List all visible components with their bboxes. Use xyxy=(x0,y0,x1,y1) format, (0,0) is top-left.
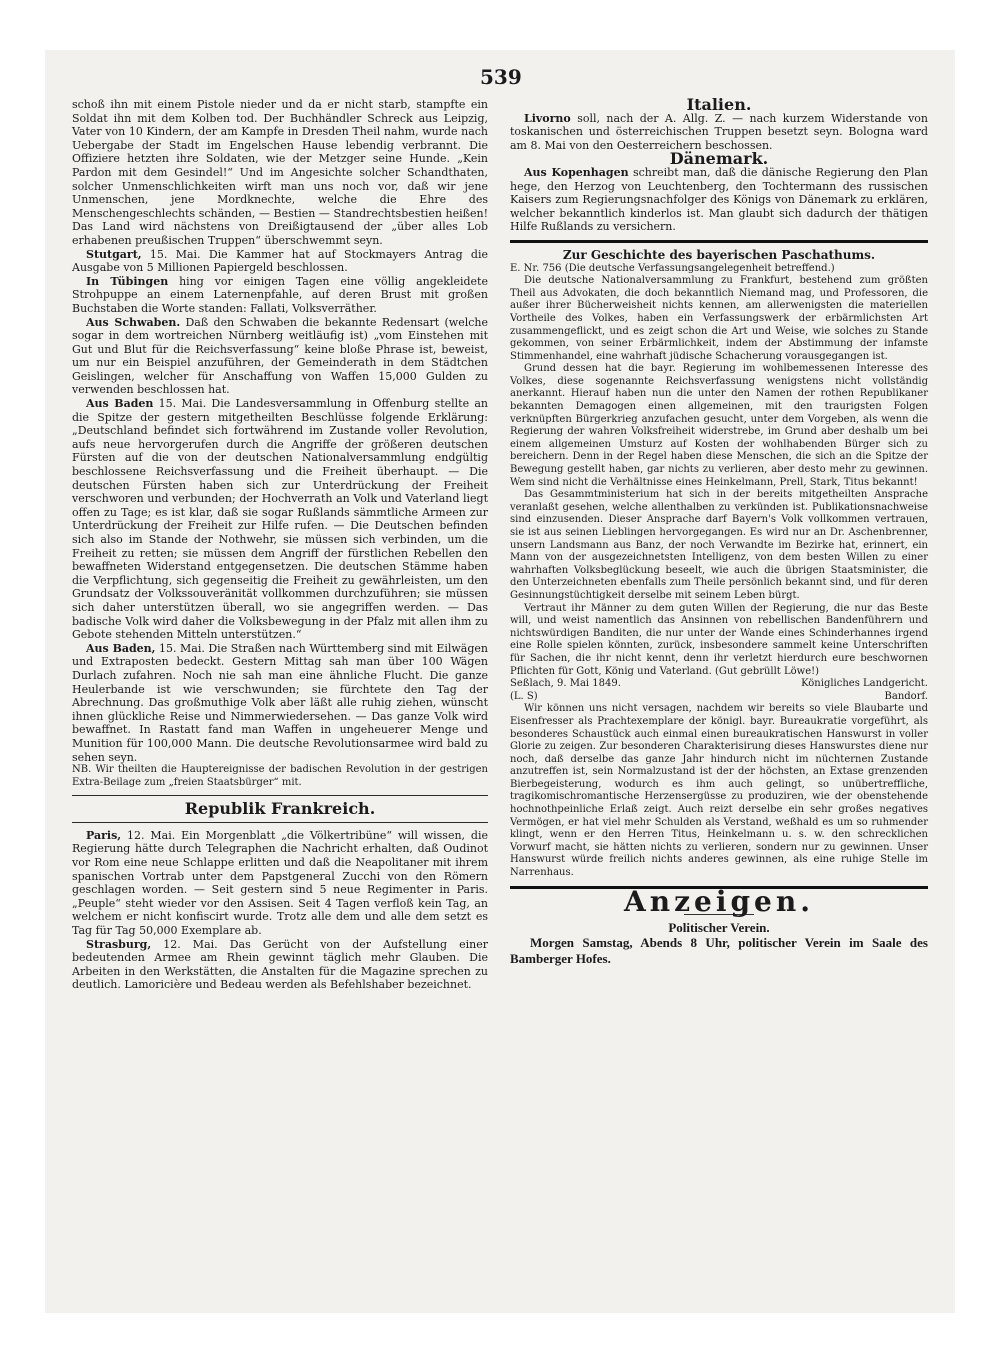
news-strasburg xyxy=(72,938,488,992)
decree-paragraph: Grund dessen hat die bayr. Regierung im wohlbemessenen Interesse des Volkes, diese sogenannte Reichsverfassung wenigstens nicht vollständig anerkannt. Hierauf haben nun die unter den Namen der rothen Republikaner bekannten Demagogen einen allgemeinen, mit den traurigsten Folgen verknüpften Bürgerkrieg anzufachen gesucht, unter dem Vorgeben, als wenn die Regierung der wahren Volksfreiheit widerstrebe, im Grund aber deshalb um bei einem allgemeinen Umsturz auf Kosten der wohlhabenden Bürger sich zu bereichern. Denn in der Regel haben diese Menschen, die sich an die Spitze der Bewegung gestellt haben, gar nichts zu verlieren, aber desto mehr zu gewinnen. Wem sind nicht die Verhältnisse eines Heinkelmann, Prell, Stark, Titus bekannt! xyxy=(510,363,928,488)
dateline: Livorno xyxy=(524,111,571,125)
news-kopenhagen xyxy=(510,166,928,234)
heading-paschathum: Zur Geschichte des bayerischen Paschathums. xyxy=(562,247,876,262)
dateline: Aus Baden xyxy=(86,397,154,411)
ad-text: Morgen Samstag, Abends 8 Uhr, politischer Verein im Saale des Bamberger Hofes. xyxy=(510,934,928,966)
news-baden-2 xyxy=(72,642,488,764)
divider xyxy=(72,822,488,823)
commentary: Wir können uns nicht versagen, nachdem wir bereits so viele Blaubarte und Eisenfresser als Prachtexemplare der königl. bayr. Bureaukratie vorgeführt, als besonderes Schaustück auch einmal einen bureaukratischen Hanswurst in voller Glorie zu zeigen. Zur besonderen Charakterisirung dieses Hanswurstes diene nur noch, daß derselbe das ganze Jahr hindurch nicht im nüchternen Zustande anzutreffen ist, sein Normalzustand ist der der höchsten, an Extase grenzenden Bierbegeisterung, wodurch es ihm auch gelingt, so unübertreffliche, tragikomischromantische Herzensergüsse zu produziren, wie der obenstehende hochnothpeinliche Erlaß zeigt. Auch reizt derselbe ein sehr großes negatives Vermögen, er hat viel mehr Schulden als Verstand, weßhald es um so ruhmender klingt, wenn er den Herren Titus, Heinkelmann u. s. w. den schrecklichen Vorwurf macht, sie hätten nichts zu verlieren, sondern nur zu gewinnen. Unser Hanswurst würde freilich nichts anderes gewinnen, als eine ruhige Stelle im Narrenhaus. xyxy=(510,703,928,879)
decree-paragraph: Vertraut ihr Männer zu dem guten Willen der Regierung, die nur das Beste will, und weist namentlich das Ansinnen von rebellischen Bandenführern und nichtswürdigen Banditen, die nur unter der Wande eines Schinderhannes irgend eine Rolle spielen könnten, zurück, insbesondere sammelt keine Unterschriften für Sachen, die ihr nicht kennt, denn ihr verletzt hierdurch eure beschwornen Pflichten für Gott, König und Vaterland. (Gut gebrüllt Löwe!) xyxy=(510,602,928,677)
news-text: 15. Mai. Die Kammer hat auf Stockmayers Antrag die Ausgabe von 5 Millionen Papiergeld beschlossen. xyxy=(72,247,488,275)
heading-frankreich: Republik Frankreich. xyxy=(184,799,376,819)
heading-anzeigen: Anzeigen. xyxy=(624,884,814,918)
dateline: Stutgart, xyxy=(86,247,142,261)
decree-text xyxy=(510,263,928,704)
ad-title: Politischer Verein. xyxy=(668,920,770,936)
decree-number: E. Nr. 756 (Die deutsche Verfassungsangelegenheit betreffend.) xyxy=(510,262,835,274)
news-text: Daß den Schwaben die bekannte Redensart (welche sogar in dem wortreichen Nürnberg weitläufig ist) „vom Einstehen mit Gut und Blut für die Reichsverfassung“ keine bloße Phrase ist, beweist, um nur ein Beispiel anzuführen, der Gemeinderath in dem Städtchen Geislingen, welcher für Anschaffung von Waffen 15,000 Gulden zu verwenden beschlossen hat. xyxy=(72,315,488,397)
dateline: Aus Schwaben. xyxy=(86,315,181,329)
news-baden-1 xyxy=(72,397,488,642)
news-text: 12. Mai. Ein Morgenblatt „die Völkertribüne“ will wissen, die Regierung hätte durch Telegraphen die Nachricht erhalten, daß Oudinot vor Rom eine neue Schlappe erlitten und daß die Neapolitaner mit ihrem spanischen Vortrab unter dem Papstgeneral Zucchi von den Römern geschlagen worden. — Seit gestern sind 5 neue Regimenter in Paris. „Peuple“ steht wieder vor den Assisen. Seit 4 Tagen verfloß kein Tag, an welchem er nicht konfiscirt wurde. Trotz alle dem und alle dem setzt es Tag für Tag 50,000 Exemplare ab. xyxy=(72,828,488,938)
signature-name: Bandorf. xyxy=(884,690,928,702)
news-tuebingen xyxy=(72,275,488,316)
right-column xyxy=(510,95,929,967)
signature-office: Königliches Landgericht. xyxy=(801,678,928,690)
divider xyxy=(72,795,488,796)
decree-paragraph: Die deutsche Nationalversammlung zu Frankfurt, bestehend zum größten Theil aus Advokaten, die doch bekanntlich Niemand mag, und Professoren, die außer ihrer Bücherweisheit nichts kennen, am allerwenigsten die materiellen Vortheile des Volkes, haben ein Verfassungswerk der erbärmlichsten Art zusammengeflickt, und es zeigt schon die Art und Weise, wie solches zu Stande gekommen, von seiner Erbärmlichkeit, indem der Abstimmung der infamste Stimmenhandel, eine wahrhaft jüdische Schacherung vorausgegangen ist. xyxy=(510,275,928,362)
paragraph-continued: schoß ihn mit einem Pistole nieder und da er nicht starb, stampfte ein Soldat ihn mit dem Kolben tod. Der Buchhändler Schreck aus Leipzig, Vater von 10 Kindern, der am Kampfe in Dresden Theil nahm, wurde nach Uebergabe der Stadt im Engelschen Hause lebendig verbrannt. Die Offiziere hetzten ihre Soldaten, wie der Metzger seine Hunde. „Kein Pardon mit dem Gesindel!“ Und im Angesichte solcher Schandthaten, solcher Unmenschlichkeiten wirft man uns noch vor, daß wir jene Unmenschen, jene Mordknechte, welche die Ehre des Menschengeschlechts schänden, — Bestien — Standrechtsbestien heißen! Das Land wird nächstens von Dreißigtausend der „über alles Lob erhabenen preußischen Truppen“ überschwemmt seyn. xyxy=(72,98,488,247)
news-text: 12. Mai. Das Gerücht von der Aufstellung einer bedeutenden Armee am Rhein gewinnt täglich mehr Glauben. Die Arbeiten in den Werkstätten, die Anstalten für die Magazine sprechen zu deutlich. Lamoricière und Bedeau werden als Befehlshaber bezeichnet. xyxy=(72,937,488,992)
news-paris xyxy=(72,829,488,938)
news-schwaben xyxy=(72,316,488,398)
signature-row xyxy=(510,678,928,691)
signature-place: Seßlach, 9. Mai 1849. xyxy=(510,678,621,690)
news-text: soll, nach der A. Allg. Z. — nach kurzem Widerstande von toskanischen und österreichischen Truppen besetzt seyn. Bologna ward am 8. Mai von den Oesterreichern beschossen. xyxy=(510,111,928,152)
nb-note: NB. Wir theilten die Hauptereignisse der badischen Revolution in der gestrigen Extra-Beilage zum „freien Staatsbürger“ mit. xyxy=(72,764,488,788)
decree-paragraph: Das Gesammtministerium hat sich in der bereits mitgetheilten Ansprache veranlaßt gesehen, welche allenthalben zu verkünden ist. Publikationsnachweise sind einzusenden. Dieser Ansprache darf Bayern's Volk vollkommen vertrauen, sie ist aus seinen Lieblingen hervorgegangen. Es wird nur an Dr. Aschenbrenner, unsern Landsmann aus Banz, der noch Verwandte im Bezirke hat, erinnert, ein Mann von der ausgezeichnetsten Intelligenz, von dem besten Willen zu einer wahrhaften Volksbeglückung beseelt, wie auch die übrigen Staatsminister, die den Unterzeichneten ebenfalls zum Theile persönlich bekannt sind, und für deren Gesinnungstüchtigkeit derselbe mit seinem Leben bürgt. xyxy=(510,489,928,601)
dateline: Paris, xyxy=(86,828,122,842)
divider xyxy=(510,240,928,243)
seal-mark: (L. S) xyxy=(510,690,538,702)
news-text: 15. Mai. Die Straßen nach Württemberg sind mit Eilwägen und Extraposten bedeckt. Gestern Mittag sah man über 100 Wägen Durlach zufahren. Noch nie sah man eine ähnliche Flucht. Die ganze Heulerbande ist wie verschwunden; sie fürchtete den Tag der Abrechnung. Das großmuthige Volk aber läßt alle ruhig ziehen, wünscht ihnen glückliche Reise und Nimmerwiedersehen. — Das ganze Volk wird bewaffnet. In Rastatt fand man Waffen in ungeheuerer Menge und Munition für 100,000 Mann. Die deutsche Revolutionsarmee wird bald zu sehen seyn. xyxy=(72,641,489,764)
news-text: 15. Mai. Die Landesversammlung in Offenburg stellte an die Spitze der gestern mitgetheilten Beschlüsse folgende Erklärung: „Deutschland befindet sich fortwährend im Zustande voller Revolution, aufs neue hervorgerufen durch die Angriffe der größeren deutschen Fürsten auf die von der deutschen Nationalversammlung endgültig beschlossene Reichsverfassung und die Freiheit überhaupt. — Die deutschen Fürsten haben sich zur Unterdrückung der Freiheit verschworen und verbunden; der Hochverrath an Volk und Vaterland liegt offen zu Tage; es ist klar, daß sie sogar Rußlands sämmtliche Armeen zur Unterdrückung der Freiheit zur Hilfe rufen. — Die Deutschen befinden sich also im Stande der Nothwehr, sie müssen sich verbinden, um die Freiheit zu retten; sie müssen dem Angriff der fürstlichen Rebellen den bewaffneten Widerstand entgegensetzen. Die deutschen Stämme haben die Verpflichtung, sich gegenseitig die Freiheit zu gewährleisten, um den Grundsatz der Volkssouveränität vollkommen durchzuführen; sie müssen sich daher unterstützen überall, wo sie angegriffen werden. — Das badische Volk wird daher die Volksbewegung in der Pfalz mit allen ihm zu Gebote stehenden Mitteln unterstützen.“ xyxy=(72,397,488,642)
dateline: In Tübingen xyxy=(86,274,169,288)
heading-italien: Italien. xyxy=(686,95,752,114)
signature-row xyxy=(510,691,928,704)
dateline: Strasburg, xyxy=(86,937,152,951)
news-stutgart xyxy=(72,248,488,275)
dateline: Aus Kopenhagen xyxy=(524,165,629,179)
left-column xyxy=(72,98,488,992)
news-livorno xyxy=(510,112,928,153)
news-text: hing vor einigen Tagen eine völlig angekleidete Strohpuppe an einem Laternenpfahle, auf deren Brust mit großen Buchstaben die Worte standen: Fallati, Volksverräther. xyxy=(72,274,488,315)
dateline: Aus Baden, xyxy=(86,641,156,655)
news-text: schreibt man, daß die dänische Regierung den Plan hege, den Herzog von Leuchtenberg, den Tochtermann des russischen Kaisers zum Regierungsnachfolger des Königs von Dänemark zu erklären, welcher bekanntlich kinderlos ist. Man glaubt sich dadurch der thätigen Hilfe Rußlands zu versichern. xyxy=(510,165,929,234)
page-number: 539 xyxy=(480,65,522,89)
heading-daenemark: Dänemark. xyxy=(669,149,769,169)
